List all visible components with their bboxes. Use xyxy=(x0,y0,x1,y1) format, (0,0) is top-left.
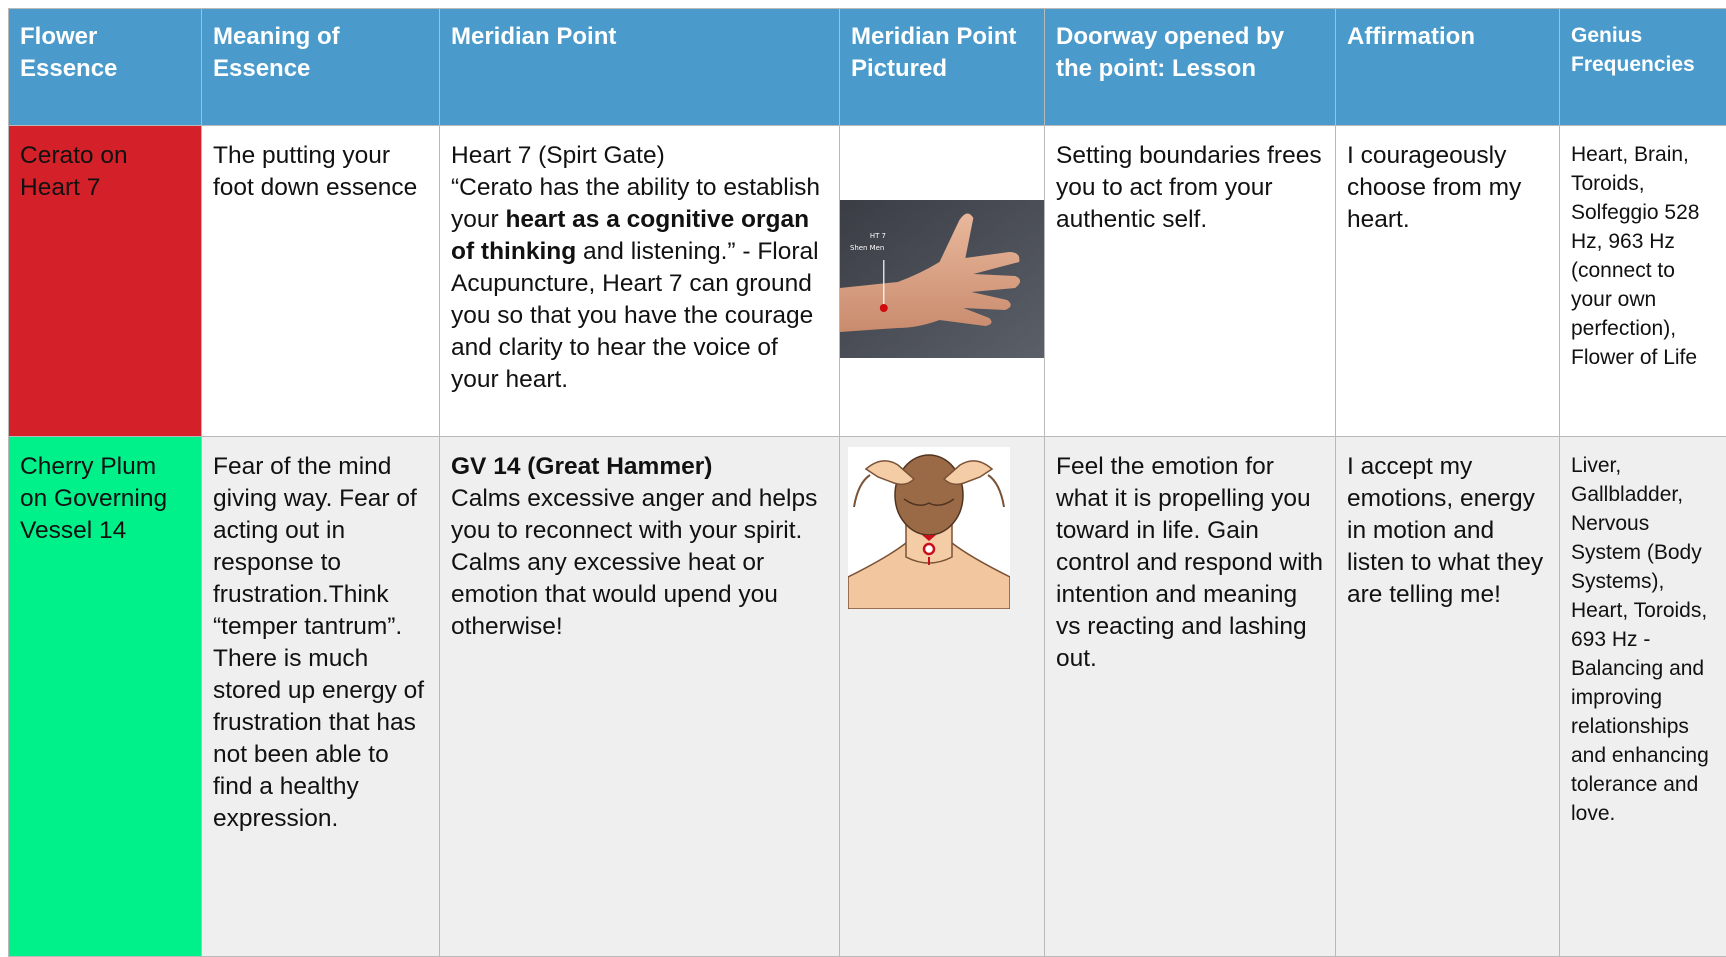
meridian-description xyxy=(451,172,828,396)
essence-cell: Cerato on Heart 7 xyxy=(9,126,202,437)
header-flower-essence: Flower Essence xyxy=(9,9,202,126)
meridian-text-after: and listening.” - Floral Acupuncture, Heart 7 can ground you so that you have the courage and clarity to hear the voice of your heart. xyxy=(451,238,819,393)
wrist-point-image xyxy=(840,200,1044,358)
meridian-text-before: “Cerato has the ability to establish your xyxy=(451,174,820,233)
meridian-image-cell xyxy=(840,126,1045,437)
frequencies-cell: Liver, Gallbladder, Nervous System (Body Systems), Heart, Toroids, 693 Hz - Balancing and improving relationships and enhancing tolerance and love. xyxy=(1560,437,1726,957)
lesson-cell: Setting boundaries frees you to act from your authentic self. xyxy=(1045,126,1336,437)
header-affirmation: Affirmation xyxy=(1336,9,1560,126)
header-meridian-pictured: Meridian Point Pictured xyxy=(840,9,1045,126)
wrist-label-line1: HT 7 xyxy=(870,232,886,240)
meridian-text-bold: heart as a cognitive organ of thinking xyxy=(451,206,809,265)
frequencies-cell: Heart, Brain, Toroids, Solfeggio 528 Hz, 963 Hz (connect to your own perfection), Flower of Life xyxy=(1560,126,1726,437)
table-row xyxy=(9,437,1726,957)
header-frequencies: Genius Frequencies xyxy=(1560,9,1726,126)
wrist-label-line2: Shen Men xyxy=(850,244,884,252)
meaning-cell: The putting your foot down essence xyxy=(202,126,440,437)
lesson-cell: Feel the emotion for what it is propelling you toward in life. Gain control and respond with intention and meaning vs reacting and lashing out. xyxy=(1045,437,1336,957)
meridian-cell xyxy=(440,437,840,957)
meaning-cell: Fear of the mind giving way. Fear of acting out in response to frustration.Think “temper tantrum”. There is much stored up energy of frustration that has not been able to find a healthy expression. xyxy=(202,437,440,957)
meridian-title: GV 14 (Great Hammer) xyxy=(451,451,828,483)
affirmation-cell: I accept my emotions, energy in motion and listen to what they are telling me! xyxy=(1336,437,1560,957)
table-row xyxy=(9,126,1726,437)
meridian-image-cell xyxy=(840,437,1045,957)
header-meaning: Meaning of Essence xyxy=(202,9,440,126)
meridian-cell xyxy=(440,126,840,437)
header-row xyxy=(9,9,1726,126)
affirmation-cell: I courageously choose from my heart. xyxy=(1336,126,1560,437)
meridian-description: Calms excessive anger and helps you to reconnect with your spirit. Calms any excessive heat or emotion that would upend you otherwise! xyxy=(451,483,828,643)
header-meridian-point: Meridian Point xyxy=(440,9,840,126)
flower-essence-table xyxy=(8,8,1726,957)
header-doorway: Doorway opened by the point: Lesson xyxy=(1045,9,1336,126)
meridian-title: Heart 7 (Spirt Gate) xyxy=(451,140,828,172)
essence-cell: Cherry Plum on Governing Vessel 14 xyxy=(9,437,202,957)
neck-point-image xyxy=(848,447,1010,609)
